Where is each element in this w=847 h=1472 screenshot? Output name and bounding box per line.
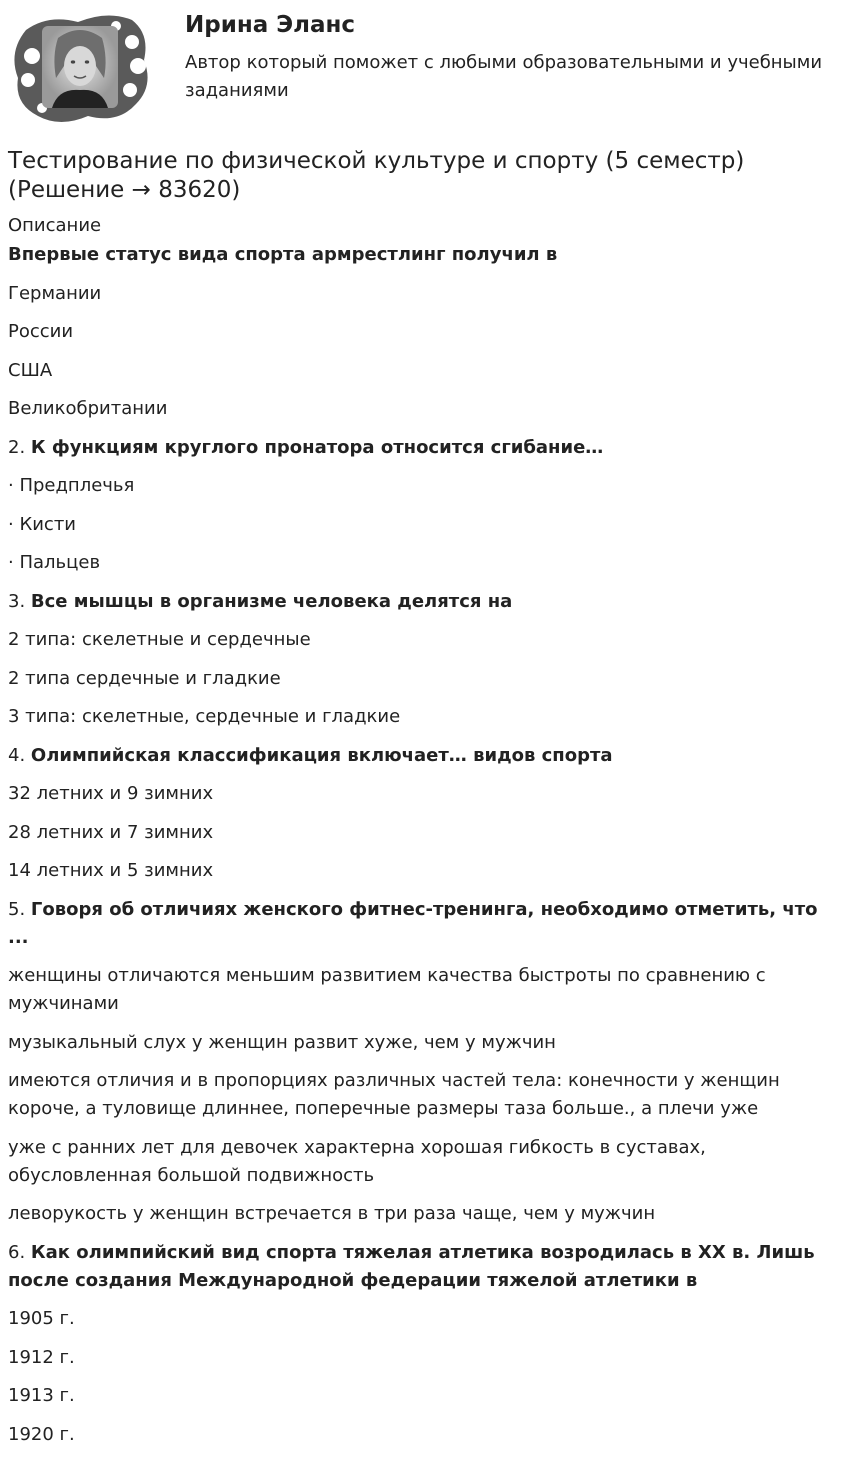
question-number: 6. — [8, 1241, 26, 1263]
answer-option: России — [8, 321, 74, 342]
answer-option: · Предплечья — [8, 475, 135, 496]
question — [8, 896, 840, 952]
question — [8, 1239, 840, 1295]
answer-option: 1905 г. — [8, 1308, 75, 1329]
answer-option: Великобритании — [8, 398, 168, 419]
answer-option: 32 летних и 9 зимних — [8, 783, 214, 804]
author-name: Ирина Эланс — [185, 12, 356, 38]
question-text: Впервые статус вида спорта армрестлинг получил в — [8, 244, 558, 265]
document-content — [8, 147, 840, 1449]
question-text: Олимпийская классификация включает… видов спорта — [30, 744, 613, 766]
question-number: 5. — [8, 898, 26, 920]
answer-option: 3 типа: скелетные, сердечные и гладкие — [8, 706, 401, 727]
answer-option: музыкальный слух у женщин развит хуже, чем у мужчин — [8, 1031, 556, 1053]
answer-option: 1912 г. — [8, 1346, 75, 1368]
answer-option: 1920 г. — [8, 1423, 75, 1445]
answer-option: Германии — [8, 282, 102, 304]
question-number: 3. — [8, 590, 26, 612]
answer-option: · Кисти — [8, 513, 77, 535]
question-text: Все мышцы в организме человека делятся на — [30, 590, 513, 612]
question-text: Как олимпийский вид спорта тяжелая атлетика возродилась в XX в. Лишь после создания Международной федерации тяжелой атлетики в — [8, 1241, 815, 1291]
answer-option: имеются отличия и в пропорциях различных частей тела: конечности у женщин короче, а туловище длиннее, поперечные размеры таза больше., а плечи уже — [8, 1070, 780, 1119]
answer-option: США — [8, 359, 53, 381]
answer-option: женщины отличаются меньшим развитием качества быстроты по сравнению с мужчинами — [8, 965, 766, 1014]
question-number: 4. — [8, 744, 26, 766]
author-block — [0, 0, 847, 135]
answer-option: уже с ранних лет для девочек характерна хорошая гибкость в суставах, обусловленная большой подвижность — [8, 1136, 706, 1186]
author-description: Автор который поможет с любыми образовательными и учебными заданиями — [185, 52, 823, 101]
question — [8, 241, 840, 269]
answer-option: 1913 г. — [8, 1385, 75, 1406]
answer-option: 2 типа: скелетные и сердечные — [8, 629, 311, 650]
author-avatar — [8, 8, 150, 126]
page-title: Тестирование по физической культуре и спорту (5 семестр) (Решение → 83620) — [8, 148, 745, 203]
question-text: К функциям круглого пронатора относится сгибание… — [30, 436, 604, 458]
answer-option: 28 летних и 7 зимних — [8, 821, 214, 843]
question — [8, 434, 840, 462]
question-number: 2. — [8, 436, 26, 458]
question — [8, 742, 840, 770]
answer-option: · Пальцев — [8, 552, 101, 573]
answer-option: леворукость у женщин встречается в три раза чаще, чем у мужчин — [8, 1203, 656, 1224]
answer-option: 14 летних и 5 зимних — [8, 860, 214, 881]
answer-option: 2 типа сердечные и гладкие — [8, 667, 281, 689]
question — [8, 588, 840, 616]
description-label: Описание — [8, 215, 102, 236]
question-text: Говоря об отличиях женского фитнес-тренинга, необходимо отметить, что ... — [8, 898, 818, 948]
